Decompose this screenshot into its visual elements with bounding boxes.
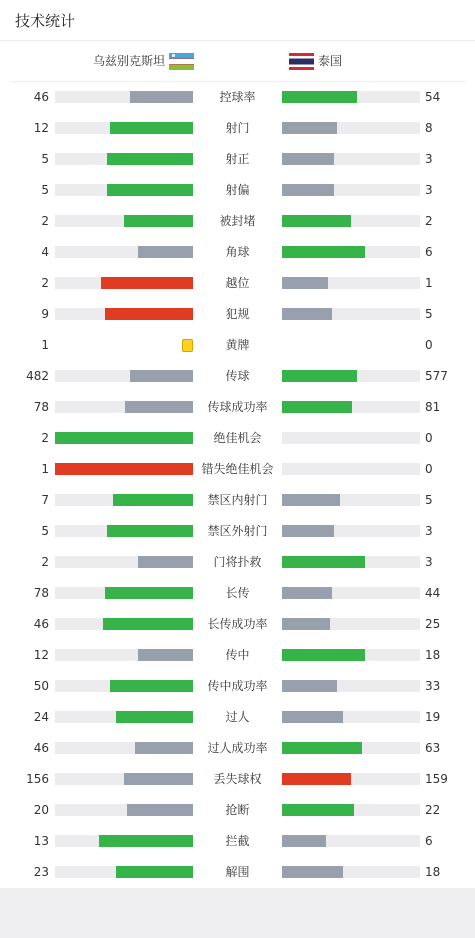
stats-list xyxy=(0,82,475,888)
away-bar-track xyxy=(282,153,420,165)
home-bar-track xyxy=(55,835,193,847)
stat-row xyxy=(0,454,475,485)
stat-label: 禁区外射门 xyxy=(207,524,268,538)
home-bar-track xyxy=(55,804,193,816)
away-bar-fill xyxy=(282,525,334,537)
stat-label: 过人 xyxy=(225,710,250,724)
home-bar-track xyxy=(55,556,193,568)
home-bar-track xyxy=(55,308,193,320)
stat-label: 射正 xyxy=(225,152,250,166)
home-bar-track xyxy=(55,91,193,103)
home-bar-fill xyxy=(103,618,193,630)
home-bar-fill xyxy=(125,401,193,413)
home-bar-fill xyxy=(127,804,193,816)
home-bar-track xyxy=(55,742,193,754)
away-bar-track xyxy=(282,866,420,878)
home-bar-track xyxy=(55,866,193,878)
away-value: 3 xyxy=(425,524,433,538)
away-bar-track xyxy=(282,711,420,723)
stat-row xyxy=(0,392,475,423)
away-bar-track xyxy=(282,804,420,816)
stat-label: 犯规 xyxy=(225,307,250,321)
home-value: 2 xyxy=(41,555,49,569)
home-value: 20 xyxy=(33,803,49,817)
away-bar-track xyxy=(282,122,420,134)
home-value: 5 xyxy=(41,152,49,166)
home-bar-fill xyxy=(105,587,193,599)
home-bar-fill xyxy=(101,277,193,289)
away-value: 8 xyxy=(425,121,433,135)
away-bar-track xyxy=(282,308,420,320)
stat-row xyxy=(0,578,475,609)
home-value: 46 xyxy=(33,617,49,631)
home-value: 12 xyxy=(33,121,49,135)
stat-row xyxy=(0,299,475,330)
home-bar-fill xyxy=(130,91,193,103)
away-bar-fill xyxy=(282,122,337,134)
away-value: 0 xyxy=(425,338,433,352)
home-value: 23 xyxy=(33,865,49,879)
home-bar-fill xyxy=(110,122,193,134)
home-value: 5 xyxy=(41,183,49,197)
away-value: 6 xyxy=(425,245,433,259)
stat-row xyxy=(0,268,475,299)
home-bar-fill xyxy=(116,866,193,878)
home-value: 2 xyxy=(41,431,49,445)
home-value: 46 xyxy=(33,741,49,755)
stat-row xyxy=(0,826,475,857)
home-bar-track xyxy=(55,370,193,382)
away-bar-track xyxy=(282,277,420,289)
away-bar-fill xyxy=(282,804,354,816)
home-value: 78 xyxy=(33,586,49,600)
stat-row xyxy=(0,609,475,640)
away-value: 19 xyxy=(425,710,441,724)
away-value: 1 xyxy=(425,276,433,290)
stat-row xyxy=(0,547,475,578)
away-bar-fill xyxy=(282,184,334,196)
stat-row xyxy=(0,330,475,361)
away-team-name: 泰国 xyxy=(318,54,343,68)
home-bar-fill xyxy=(113,494,193,506)
away-bar-track xyxy=(282,835,420,847)
stat-row xyxy=(0,485,475,516)
home-bar-fill xyxy=(138,556,193,568)
away-value: 2 xyxy=(425,214,433,228)
away-bar-track xyxy=(282,91,420,103)
away-bar-track xyxy=(282,463,420,475)
home-value: 482 xyxy=(26,369,49,383)
away-value: 159 xyxy=(425,772,448,786)
stat-row xyxy=(0,175,475,206)
stat-row xyxy=(0,857,475,888)
yellow-card-icon xyxy=(182,339,193,352)
home-bar-track xyxy=(55,773,193,785)
home-bar-fill xyxy=(124,215,193,227)
away-value: 18 xyxy=(425,865,441,879)
away-bar-fill xyxy=(282,401,352,413)
away-bar-track xyxy=(282,525,420,537)
home-value: 24 xyxy=(33,710,49,724)
stat-label: 丢失球权 xyxy=(213,772,262,786)
away-value: 33 xyxy=(425,679,441,693)
stat-label: 解围 xyxy=(225,865,250,879)
home-bar-track xyxy=(55,432,193,444)
stat-row xyxy=(0,206,475,237)
stat-row xyxy=(0,423,475,454)
stat-row xyxy=(0,516,475,547)
uzbekistan-flag-icon xyxy=(169,53,194,70)
stat-label: 过人成功率 xyxy=(207,741,268,755)
home-value: 156 xyxy=(26,772,49,786)
away-bar-fill xyxy=(282,711,343,723)
stat-label: 黄牌 xyxy=(225,338,250,352)
stat-label: 拦截 xyxy=(225,834,250,848)
thailand-flag-icon xyxy=(289,53,314,70)
home-bar-fill xyxy=(135,742,193,754)
stat-label: 错失绝佳机会 xyxy=(201,462,274,476)
stat-row xyxy=(0,671,475,702)
stat-row xyxy=(0,361,475,392)
home-value: 1 xyxy=(41,462,49,476)
stat-row xyxy=(0,82,475,113)
stat-row xyxy=(0,764,475,795)
away-value: 18 xyxy=(425,648,441,662)
away-bar-fill xyxy=(282,773,351,785)
home-bar-fill xyxy=(55,432,193,444)
away-bar-track xyxy=(282,587,420,599)
away-value: 3 xyxy=(425,152,433,166)
away-value: 54 xyxy=(425,90,441,104)
stat-row xyxy=(0,237,475,268)
stat-row xyxy=(0,733,475,764)
away-value: 3 xyxy=(425,183,433,197)
away-bar-fill xyxy=(282,680,337,692)
stat-row xyxy=(0,640,475,671)
home-bar-fill xyxy=(124,773,193,785)
home-bar-track xyxy=(55,184,193,196)
home-bar-fill xyxy=(116,711,193,723)
away-value: 25 xyxy=(425,617,441,631)
home-value: 13 xyxy=(33,834,49,848)
away-bar-track xyxy=(282,370,420,382)
away-value: 81 xyxy=(425,400,441,414)
page-background xyxy=(0,888,475,938)
stat-label: 控球率 xyxy=(219,90,256,104)
home-bar-fill xyxy=(130,370,193,382)
home-bar-track xyxy=(55,401,193,413)
home-team xyxy=(93,52,194,70)
away-value: 6 xyxy=(425,834,433,848)
home-bar-fill xyxy=(107,525,193,537)
away-value: 0 xyxy=(425,431,433,445)
away-bar-fill xyxy=(282,618,330,630)
home-bar-track xyxy=(55,277,193,289)
stat-row xyxy=(0,144,475,175)
home-value: 9 xyxy=(41,307,49,321)
away-bar-fill xyxy=(282,866,343,878)
away-bar-fill xyxy=(282,649,365,661)
stat-label: 长传成功率 xyxy=(207,617,268,631)
away-bar-track xyxy=(282,494,420,506)
away-bar-track xyxy=(282,649,420,661)
away-bar-track xyxy=(282,556,420,568)
away-bar-track xyxy=(282,184,420,196)
home-bar-track xyxy=(55,246,193,258)
away-bar-fill xyxy=(282,91,357,103)
stat-label: 门将扑救 xyxy=(213,555,262,569)
home-value: 1 xyxy=(41,338,49,352)
home-bar-track xyxy=(55,525,193,537)
away-bar-track xyxy=(282,246,420,258)
home-bar-track xyxy=(55,618,193,630)
home-value: 5 xyxy=(41,524,49,538)
away-bar-fill xyxy=(282,742,362,754)
home-bar-track xyxy=(55,711,193,723)
away-value: 5 xyxy=(425,493,433,507)
home-value: 12 xyxy=(33,648,49,662)
away-bar-fill xyxy=(282,246,365,258)
away-bar-track xyxy=(282,432,420,444)
home-bar-fill xyxy=(138,246,193,258)
away-value: 22 xyxy=(425,803,441,817)
away-bar-fill xyxy=(282,370,357,382)
away-value: 3 xyxy=(425,555,433,569)
home-value: 2 xyxy=(41,276,49,290)
stat-row xyxy=(0,702,475,733)
home-value: 4 xyxy=(41,245,49,259)
away-value: 0 xyxy=(425,462,433,476)
away-value: 5 xyxy=(425,307,433,321)
away-bar-track xyxy=(282,401,420,413)
stat-row xyxy=(0,113,475,144)
away-bar-fill xyxy=(282,277,328,289)
away-bar-track xyxy=(282,215,420,227)
stat-label: 传球成功率 xyxy=(207,400,268,414)
home-bar-fill xyxy=(105,308,193,320)
away-value: 63 xyxy=(425,741,441,755)
home-bar-fill xyxy=(107,184,193,196)
away-bar-fill xyxy=(282,556,365,568)
stat-row xyxy=(0,795,475,826)
stat-label: 角球 xyxy=(225,245,250,259)
home-value: 50 xyxy=(33,679,49,693)
home-value: 2 xyxy=(41,214,49,228)
home-bar-track xyxy=(55,122,193,134)
away-bar-track xyxy=(282,618,420,630)
home-bar-track xyxy=(55,587,193,599)
away-bar-fill xyxy=(282,494,340,506)
home-bar-track xyxy=(55,215,193,227)
home-value: 7 xyxy=(41,493,49,507)
stat-label: 传中 xyxy=(225,648,250,662)
home-bar-fill xyxy=(110,680,193,692)
page-title: 技术统计 xyxy=(15,12,76,30)
home-bar-track xyxy=(55,649,193,661)
away-bar-track xyxy=(282,742,420,754)
away-value: 577 xyxy=(425,369,448,383)
home-value: 78 xyxy=(33,400,49,414)
home-bar-track xyxy=(55,494,193,506)
home-bar-track xyxy=(55,680,193,692)
away-value: 44 xyxy=(425,586,441,600)
stat-label: 越位 xyxy=(225,276,250,290)
away-bar-track xyxy=(282,773,420,785)
home-bar-fill xyxy=(99,835,193,847)
stat-label: 被封堵 xyxy=(219,214,256,228)
stat-label: 传中成功率 xyxy=(207,679,268,693)
home-team-name: 乌兹别克斯坦 xyxy=(93,54,166,68)
stat-label: 传球 xyxy=(225,369,250,383)
away-bar-track xyxy=(282,680,420,692)
teams-header xyxy=(0,41,475,81)
away-team xyxy=(289,52,342,70)
away-bar-fill xyxy=(282,215,351,227)
away-bar-fill xyxy=(282,587,332,599)
home-bar-fill xyxy=(107,153,193,165)
home-bar-track xyxy=(55,463,193,475)
home-value: 46 xyxy=(33,90,49,104)
away-bar-fill xyxy=(282,308,332,320)
home-bar-fill xyxy=(55,463,193,475)
stat-label: 绝佳机会 xyxy=(213,431,262,445)
home-bar-track xyxy=(55,153,193,165)
stat-label: 射偏 xyxy=(225,183,250,197)
away-bar-fill xyxy=(282,835,326,847)
stat-label: 长传 xyxy=(225,586,250,600)
stat-label: 抢断 xyxy=(225,803,250,817)
stat-label: 射门 xyxy=(225,121,250,135)
home-bar-fill xyxy=(138,649,193,661)
away-bar-fill xyxy=(282,153,334,165)
stat-label: 禁区内射门 xyxy=(207,493,268,507)
